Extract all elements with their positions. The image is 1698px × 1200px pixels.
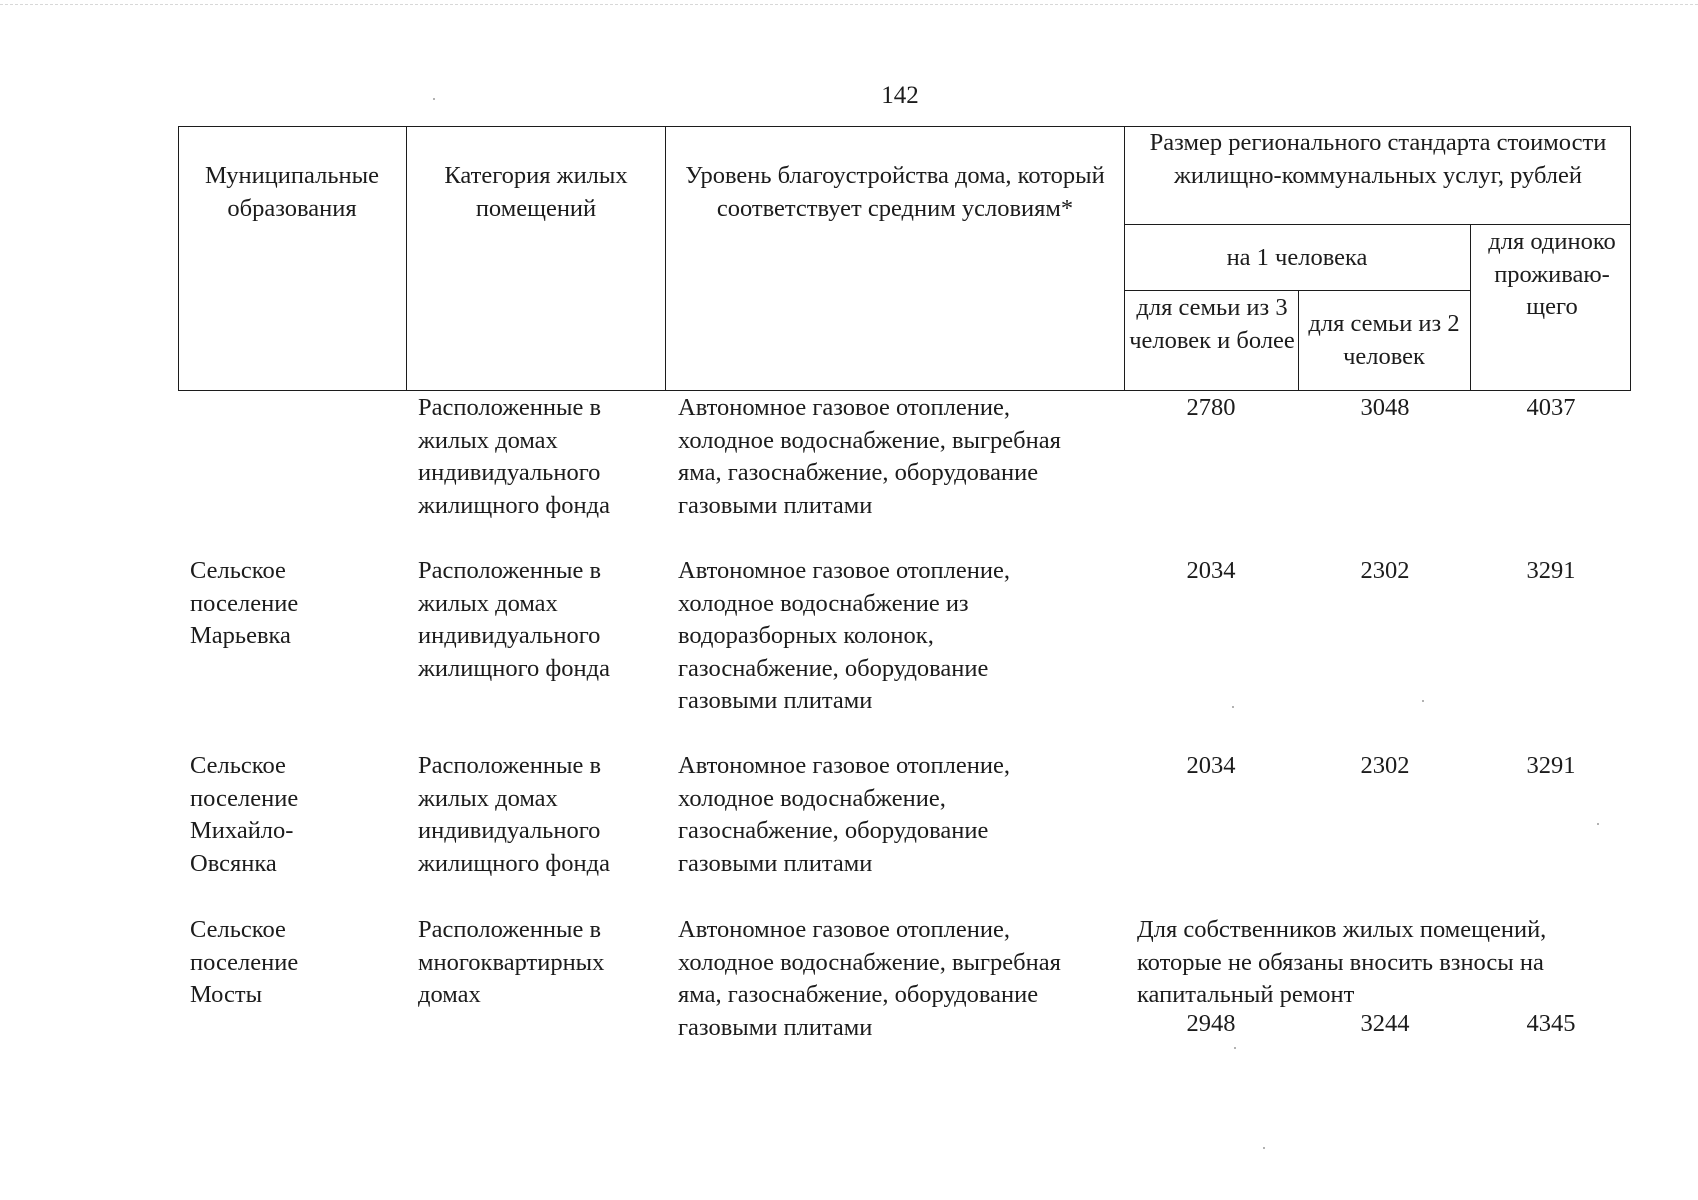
row-family3-value: 2948 (1186, 1010, 1236, 1037)
row-level: Автономное газовое отопление, холодное водоснабжение из водоразборных колонок, газоснабжение, оборудование газовыми плитами (678, 557, 1010, 714)
row-family3-value: 2780 (1186, 394, 1236, 421)
scan-artifact-line (0, 4, 1698, 5)
table-left-border (178, 126, 179, 391)
column-divider-1 (406, 126, 407, 391)
header-size: Размер регионального стандарта стоимости жилищно-коммунальных услуг, рублей (1149, 129, 1607, 189)
scan-speck (1234, 1047, 1236, 1049)
row-level: Автономное газовое отопление, холодное водоснабжение, выгребная яма, газоснабжение, оборудование газовыми плитами (678, 394, 1061, 519)
table-right-border (1630, 126, 1631, 391)
scan-speck (1422, 700, 1424, 702)
header-family2: для семьи из 2 человек (1308, 310, 1460, 370)
row-note: Для собственников жилых помещений, которые не обязаны вносить взносы на капитальный ремонт (1137, 916, 1547, 1008)
row-family2-value: 3244 (1360, 1010, 1410, 1037)
column-divider-2 (665, 126, 666, 391)
scan-speck (1232, 706, 1234, 708)
column-divider-4 (1298, 290, 1299, 391)
header-per-person-divider (1124, 290, 1470, 291)
row-family3-value: 2034 (1186, 557, 1236, 584)
header-size-divider (1124, 224, 1631, 225)
column-divider-5 (1470, 224, 1471, 391)
page-number: 142 (881, 82, 919, 109)
column-divider-3 (1124, 126, 1125, 391)
scan-speck (433, 98, 435, 100)
row-category: Расположенные в жилых домах индивидуального жилищного фонда (418, 394, 610, 519)
header-per-person: на 1 человека (1226, 244, 1368, 271)
header-category: Категория жилых помещений (444, 162, 628, 222)
row-family3-value: 2034 (1186, 752, 1236, 779)
header-level: Уровень благоустройства дома, который соответствует средним условиям* (685, 162, 1105, 222)
row-family2-value: 3048 (1360, 394, 1410, 421)
header-municipal: Муниципальные образования (205, 162, 379, 222)
header-family3: для семьи из 3 человек и более (1129, 294, 1295, 354)
table-header-bottom-border (178, 390, 1631, 391)
scan-speck (1263, 1147, 1265, 1149)
header-single: для одиноко проживаю-щего (1488, 228, 1616, 320)
row-level: Автономное газовое отопление, холодное водоснабжение, выгребная яма, газоснабжение, оборудование газовыми плитами (678, 916, 1061, 1041)
row-single-value: 3291 (1526, 557, 1576, 584)
row-single-value: 4345 (1526, 1010, 1576, 1037)
row-category: Расположенные в жилых домах индивидуального жилищного фонда (418, 752, 610, 877)
row-municipality: Сельское поселение Мосты (190, 916, 299, 1008)
row-family2-value: 2302 (1360, 752, 1410, 779)
row-municipality: Сельское поселение Михайло-Овсянка (190, 752, 299, 877)
row-single-value: 4037 (1526, 394, 1576, 421)
scan-speck (1597, 823, 1599, 825)
row-category: Расположенные в многоквартирных домах (418, 916, 605, 1008)
row-municipality: Сельское поселение Марьевка (190, 557, 299, 649)
row-family2-value: 2302 (1360, 557, 1410, 584)
row-single-value: 3291 (1526, 752, 1576, 779)
row-level: Автономное газовое отопление, холодное водоснабжение, газоснабжение, оборудование газовыми плитами (678, 752, 1010, 877)
row-category: Расположенные в жилых домах индивидуального жилищного фонда (418, 557, 610, 682)
